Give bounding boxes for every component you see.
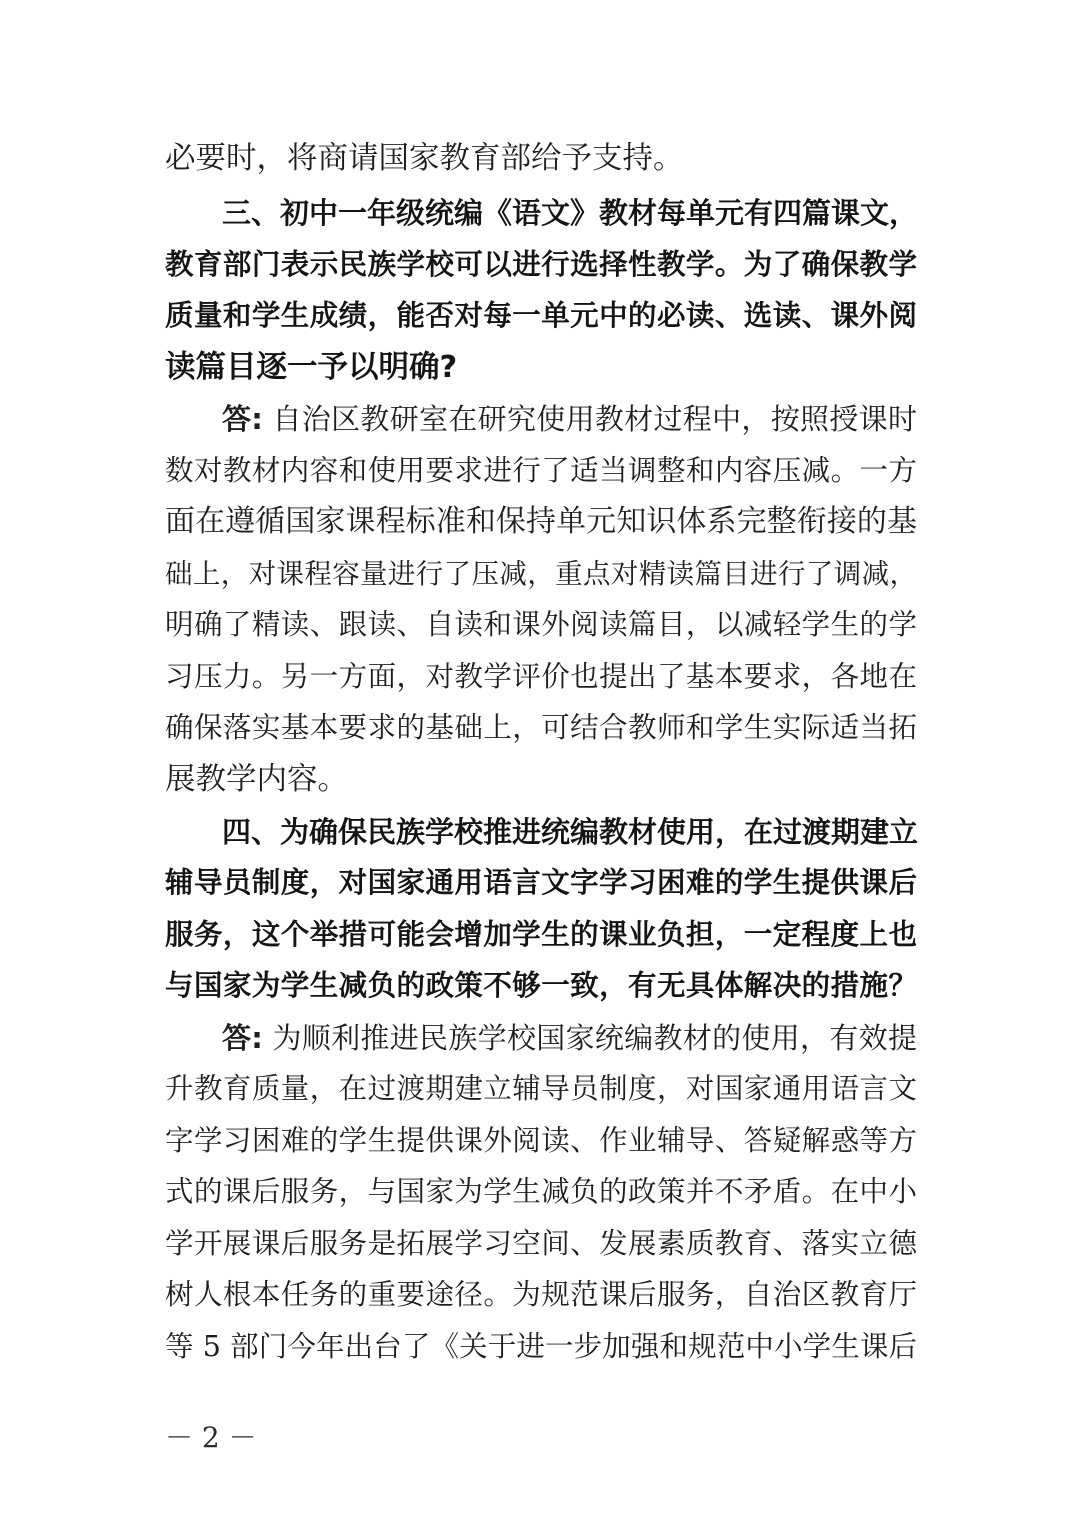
answer-label: 答: [222,1021,263,1055]
text-line: 升教育质量，在过渡期建立辅导员制度，对国家通用语言文 [165,1072,917,1105]
question-line: 读篇目逐一予以明确? [165,350,458,385]
text-line: 字学习困难的学生提供课外阅读、作业辅导、答疑解惑等方 [165,1124,917,1157]
text-line: 学开展课后服务是拓展学习空间、发展素质教育、落实立德 [165,1227,917,1260]
text-line: 树人根本任务的重要途径。为规范课后服务，自治区教育厅 [165,1278,917,1311]
question-line: 质量和学生成绩，能否对每一单元中的必读、选读、课外阅 [165,299,917,332]
text-line: 习压力。另一方面，对教学评价也提出了基本要求，各地在 [165,660,917,693]
answer-line [222,1016,917,1060]
question-line: 三、初中一年级统编《语文》教材每单元有四篇课文， [222,196,919,230]
text-line: 式的课后服务，与国家为学生减负的政策并不矛盾。在中小 [165,1175,917,1208]
question-line: 教育部门表示民族学校可以进行选择性教学。为了确保教学 [165,248,917,281]
text-line: 展教学内容。 [165,762,348,797]
text-line: 明确了精读、跟读、自读和课外阅读篇目，以减轻学生的学 [165,608,917,641]
text-line: 面在遵循国家课程标准和保持单元知识体系完整衔接的基 [165,504,917,539]
answer-label: 答: [222,402,263,436]
answer-text: 为顺利推进民族学校国家统编教材的使用，有效提 [272,1021,917,1055]
question-line: 与国家为学生减负的政策不够一致，有无具体解决的措施？ [165,969,917,1002]
text-line: 确保落实基本要求的基础上，可结合教师和学生实际适当拓 [165,711,917,744]
page-number: － 2 － [165,1421,257,1454]
text-line: 等 5 部门今年出台了《关于进一步加强和规范中小学生课后 [165,1330,917,1363]
question-line: 服务，这个举措可能会增加学生的课业负担，一定程度上也 [165,918,917,951]
answer-text: 自治区教研室在研究使用教材过程中，按照授课时 [272,402,917,436]
text-line: 必要时，将商请国家教育部给予支持。 [165,141,684,176]
question-line: 四、为确保民族学校推进统编教材使用，在过渡期建立 [222,815,919,849]
answer-line [222,397,917,441]
text-line: 础上，对课程容量进行了压减，重点对精读篇目进行了调减， [165,558,917,590]
question-line: 辅导员制度，对国家通用语言文字学习困难的学生提供课后 [165,866,917,899]
text-line: 数对教材内容和使用要求进行了适当调整和内容压减。一方 [165,454,917,487]
